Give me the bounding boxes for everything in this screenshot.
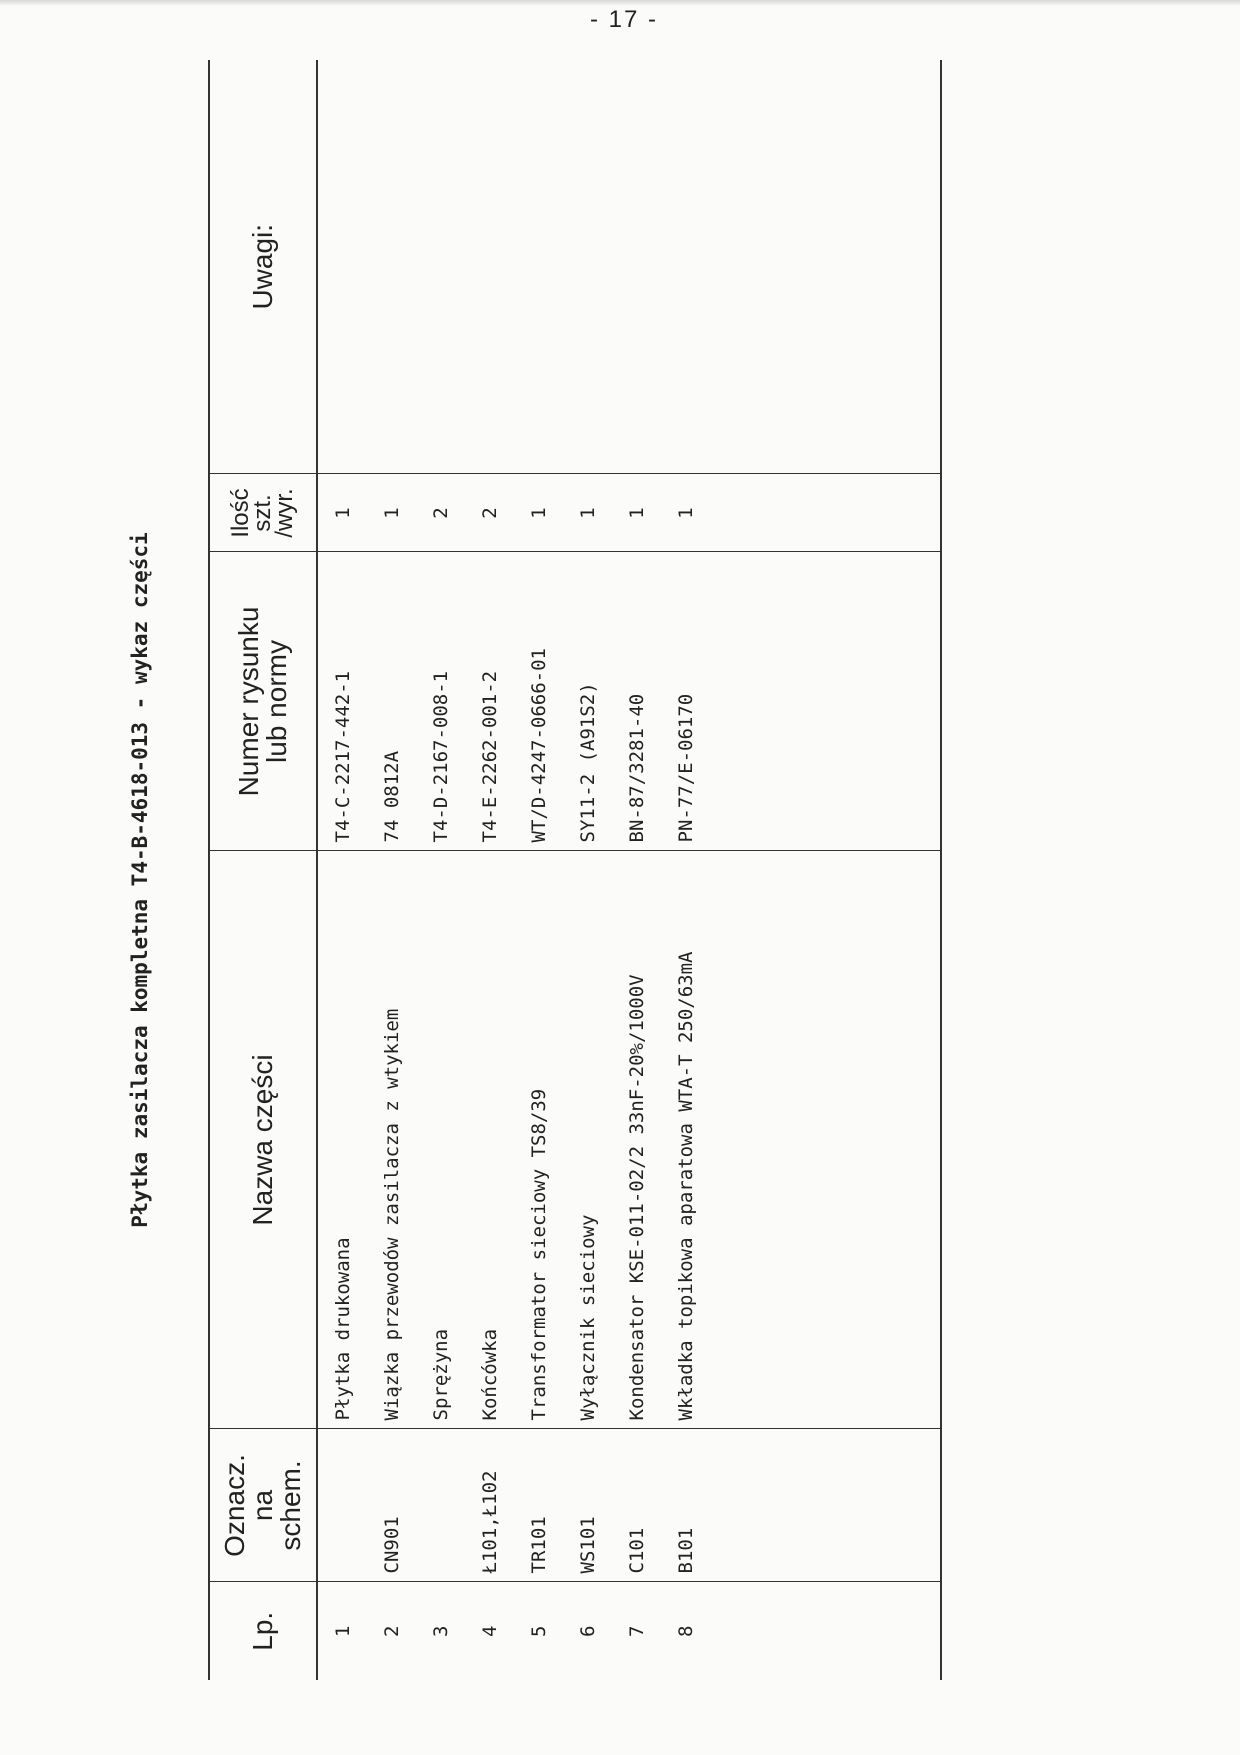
cell-oznacz: B101 [661,1429,710,1582]
col-header-uwagi: Uwagi: [209,60,317,474]
cell-numer: BN-87/3281-40 [612,552,661,851]
document-title: Płytka zasilacza kompletna T4-B-4618-013 - wykaz części [128,532,152,1228]
cell-nazwa: Wyłącznik sieciowy [563,851,612,1429]
cell-numer: SY11-2 (A91S2) [563,552,612,851]
cell-numer: T4-E-2262-001-2 [465,552,514,851]
table-row [416,60,465,1680]
page-number: - 17 - [590,6,659,33]
cell-oznacz [416,1429,465,1582]
cell-oznacz [317,1429,367,1582]
col-header-lp: Lp. [209,1582,317,1680]
rotated-sheet [118,60,1118,1700]
cell-uwagi [367,60,416,474]
cell-numer: T4-C-2217-442-1 [317,552,367,851]
table-body [317,60,941,1680]
cell-oznacz: Ł101,Ł102 [465,1429,514,1582]
cell-lp: 4 [478,1625,501,1637]
cell-nazwa: Płytka drukowana [317,851,367,1429]
cell-oznacz: TR101 [514,1429,563,1582]
col-header-ilosc: Ilość szt. /wyr. [209,474,317,552]
empty-cell [710,474,941,552]
cell-lp: 3 [429,1625,452,1637]
col-header-oznacz: Oznacz. na schem. [209,1429,317,1582]
cell-numer: PN-77/E-06170 [661,552,710,851]
cell-uwagi [465,60,514,474]
table-row [661,60,710,1680]
empty-cell [710,552,941,851]
cell-ilosc: 1 [661,474,710,552]
cell-ilosc: 1 [612,474,661,552]
col-header-nazwa: Nazwa części [209,851,317,1429]
cell-oznacz: WS101 [563,1429,612,1582]
empty-cell [710,1429,941,1582]
cell-numer: T4-D-2167-008-1 [416,552,465,851]
table-row [612,60,661,1680]
empty-cell [710,60,941,474]
cell-uwagi [416,60,465,474]
cell-oznacz: C101 [612,1429,661,1582]
cell-uwagi [563,60,612,474]
cell-uwagi [612,60,661,474]
table-row [367,60,416,1680]
table-row [465,60,514,1680]
cell-ilosc: 1 [317,474,367,552]
empty-cell [710,851,941,1429]
empty-cell [710,1582,941,1680]
table-row [563,60,612,1680]
cell-oznacz: CN901 [367,1429,416,1582]
cell-nazwa: Kondensator KSE-011-02/2 33nF-20%/1000V [612,851,661,1429]
cell-nazwa: Transformator sieciowy TS8/39 [514,851,563,1429]
cell-ilosc: 1 [563,474,612,552]
cell-nazwa: Sprężyna [416,851,465,1429]
header-row [209,60,317,1680]
cell-numer: WT/D-4247-0666-01 [514,552,563,851]
table-filler-row [710,60,941,1680]
cell-ilosc: 1 [367,474,416,552]
cell-lp: 7 [625,1625,648,1637]
cell-nazwa: Wiązka przewodów zasilacza z wtykiem [367,851,416,1429]
cell-lp: 6 [576,1625,599,1637]
cell-ilosc: 2 [416,474,465,552]
cell-uwagi [317,60,367,474]
cell-uwagi [514,60,563,474]
parts-table [208,60,942,1680]
cell-lp: 2 [380,1625,403,1637]
cell-uwagi [661,60,710,474]
cell-ilosc: 1 [514,474,563,552]
table-row [317,60,367,1680]
col-header-numer: Numer rysunku lub normy [209,552,317,851]
cell-numer: 74 0812A [367,552,416,851]
cell-ilosc: 2 [465,474,514,552]
cell-nazwa: Końcówka [465,851,514,1429]
cell-lp: 1 [331,1625,354,1637]
cell-lp: 8 [674,1625,697,1637]
table-row [514,60,563,1680]
cell-nazwa: Wkładka topikowa aparatowa WTA-T 250/63mA [661,851,710,1429]
cell-lp: 5 [527,1625,550,1637]
